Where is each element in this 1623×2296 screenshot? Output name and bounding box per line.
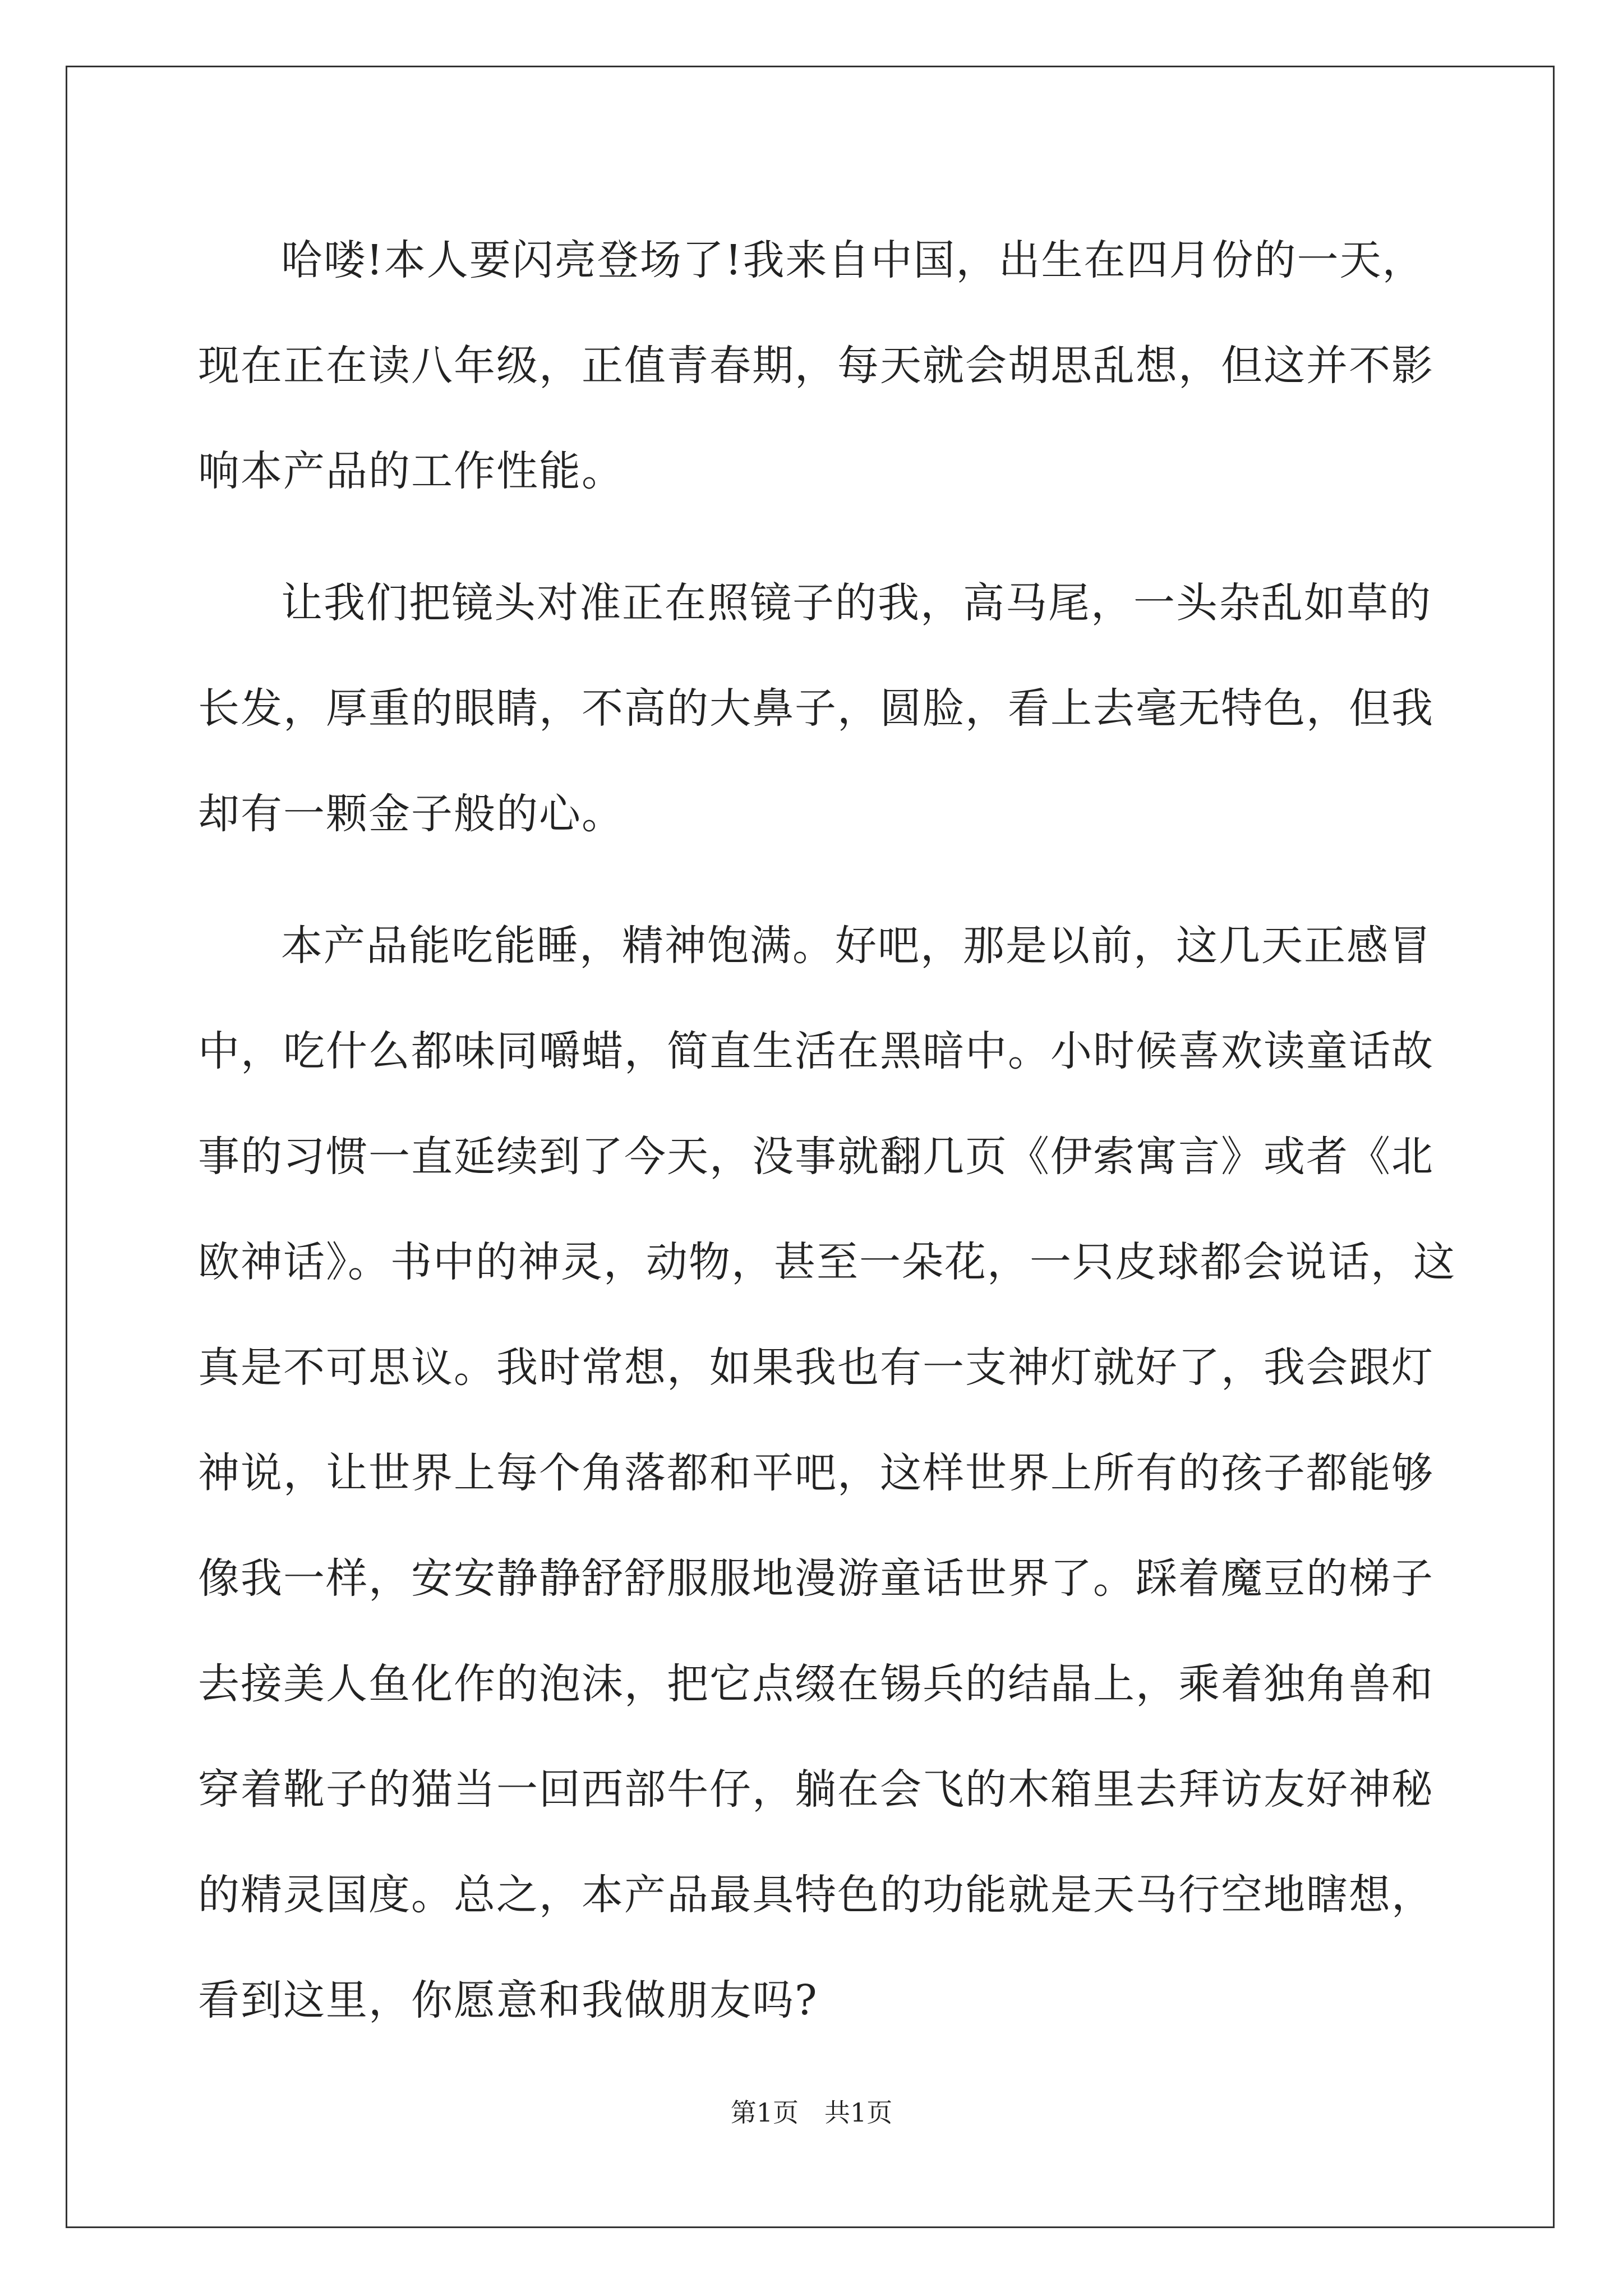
paragraph-intro: 哈喽!本人要闪亮登场了!我来自中国，出生在四月份的一天，现在正在读八年级，正值青春期，每天就会胡思乱想，但这并不影响本产品的工作性能。	[198, 236, 1434, 495]
page-number-footer: 第1页 共1页	[730, 2097, 893, 2128]
paragraph-features: 本产品能吃能睡，精神饱满。好吧，那是以前，这几天正感冒中，吃什么都味同嚼蜡，简直生活在黑暗中。小时候喜欢读童话故事的习惯一直延续到了今天，没事就翻几页《伊索寓言》或者《北欧神话》。书中的神灵，动物，甚至一朵花，一只皮球都会说话，这真是不可思议。我时常想，如果我也有一支神灯就好了，我会跟灯神说，让世界上每个角落都和平吧，这样世界上所有的孩子都能够像我一样，安安静静舒舒服服地漫游童话世界了。踩着魔豆的梯子去接美人鱼化作的泡沫，把它点缀在锡兵的结晶上，乘着独角兽和穿着靴子的猫当一回西部牛仔，躺在会飞的木箱里去拜访友好神秘的精灵国度。总之，本产品最具特色的功能就是天马行空地瞎想，看到这里，你愿意和我做朋友吗?	[198, 922, 1456, 2024]
paragraph-appearance: 让我们把镜头对准正在照镜子的我，高马尾，一头杂乱如草的长发，厚重的眼睛，不高的大鼻子，圆脸，看上去毫无特色，但我却有一颗金子般的心。	[198, 579, 1434, 838]
document-body	[198, 208, 1460, 2079]
